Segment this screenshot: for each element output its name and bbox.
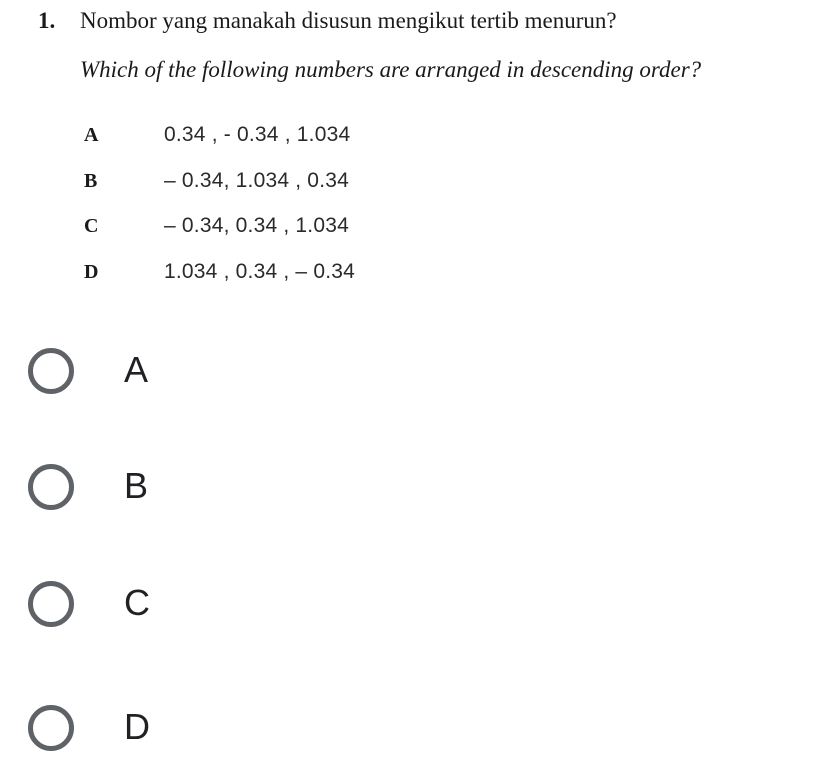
choice-b[interactable] (28, 464, 428, 518)
option-letter: B (84, 170, 98, 192)
option-letter: A (84, 124, 99, 146)
option-text: 1.034 , 0.34 , – 0.34 (164, 260, 356, 283)
question-text-malay: Nombor yang manakah disusun mengikut tertib menurun? (80, 8, 617, 33)
choice-d[interactable] (28, 705, 428, 759)
option-text: – 0.34, 1.034 , 0.34 (164, 169, 349, 192)
radio-button-a[interactable] (28, 348, 74, 394)
choice-a[interactable] (28, 348, 428, 402)
choice-label-c: C (124, 582, 150, 623)
option-letter: D (84, 261, 99, 283)
radio-button-d[interactable] (28, 705, 74, 751)
question-text-english: Which of the following numbers are arranged in descending order? (80, 57, 702, 82)
choice-label-b: B (124, 465, 149, 506)
option-text: 0.34 , - 0.34 , 1.034 (164, 123, 351, 146)
option-text: – 0.34, 0.34 , 1.034 (164, 214, 349, 237)
radio-button-b[interactable] (28, 464, 74, 510)
option-letter: C (84, 215, 99, 237)
choice-c[interactable] (28, 581, 428, 635)
radio-button-c[interactable] (28, 581, 74, 627)
question-number: 1. (38, 8, 56, 33)
choice-label-d: D (124, 706, 150, 747)
choice-label-a: A (124, 349, 149, 390)
